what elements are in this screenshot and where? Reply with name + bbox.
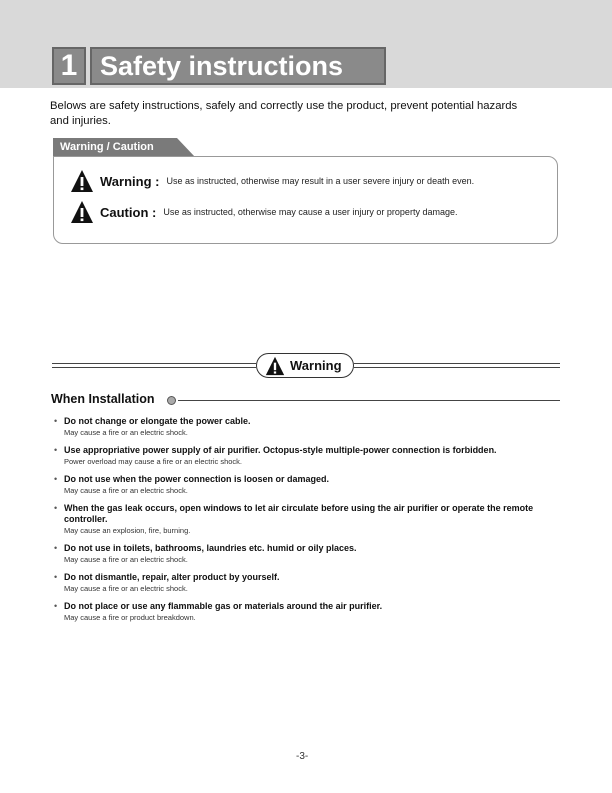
bullet-icon: •	[54, 601, 58, 611]
item-heading: Do not change or elongate the power cable.	[64, 416, 251, 426]
warning-description: Use as instructed, otherwise may result in a user severe injury or death even.	[166, 176, 475, 186]
warning-label: Warning :	[100, 173, 160, 189]
intro-text: Belows are safety instructions, safely and correctly use the product, prevent potential hazards and injuries.	[50, 100, 518, 127]
list-item	[52, 543, 562, 565]
item-heading: Do not dismantle, repair, alter product by yourself.	[64, 572, 280, 582]
warning-badge-label: Warning	[290, 358, 342, 373]
bullet-icon: •	[54, 572, 58, 582]
item-detail: May cause a fire or an electric shock.	[64, 584, 188, 593]
list-item	[52, 474, 562, 496]
divider-line-right-top	[354, 363, 560, 364]
section-title: When Installation	[51, 392, 155, 406]
section-number: 1	[52, 47, 86, 85]
bullet-icon: •	[54, 503, 58, 513]
section-dot-icon	[167, 396, 176, 405]
divider-line-left-top	[52, 363, 256, 364]
item-heading: When the gas leak occurs, open windows to let air circulate before using the air purifier or operate the remote controller.	[64, 503, 534, 524]
warning-caution-tab	[53, 138, 195, 157]
warning-triangle-icon	[70, 169, 94, 193]
bullet-icon: •	[54, 416, 58, 426]
item-detail: May cause a fire or an electric shock.	[64, 555, 188, 564]
caution-row	[70, 199, 457, 225]
item-detail: May cause an explosion, fire, burning.	[64, 526, 191, 535]
warning-badge-icon	[265, 356, 285, 376]
bullet-icon: •	[54, 543, 58, 553]
item-detail: May cause a fire or an electric shock.	[64, 428, 188, 437]
page-number: -3-	[296, 751, 309, 762]
caution-triangle-icon	[70, 200, 94, 224]
warning-caution-tab-label: Warning / Caution	[60, 141, 154, 153]
item-detail: Power overload may cause a fire or an electric shock.	[64, 457, 242, 466]
item-heading: Do not use when the power connection is loosen or damaged.	[64, 474, 330, 484]
list-item	[52, 503, 562, 536]
bullet-icon: •	[54, 445, 58, 455]
warning-badge	[256, 353, 354, 378]
list-item	[52, 572, 562, 594]
item-detail: May cause a fire or product breakdown.	[64, 613, 196, 622]
item-heading: Use appropriative power supply of air purifier. Octopus-style multiple-power connection is forbidden.	[64, 445, 497, 455]
page-title: Safety instructions	[90, 47, 386, 85]
caution-description: Use as instructed, otherwise may cause a user injury or property damage.	[163, 207, 458, 217]
caution-label: Caution :	[100, 204, 157, 220]
bullet-icon: •	[54, 474, 58, 484]
warning-row	[70, 168, 474, 194]
list-item	[52, 416, 562, 438]
item-heading: Do not use in toilets, bathrooms, laundries etc. humid or oily places.	[64, 543, 357, 553]
instruction-list	[52, 416, 562, 630]
divider-line-right-bottom	[354, 367, 560, 368]
section-line	[178, 400, 560, 401]
list-item	[52, 601, 562, 623]
item-detail: May cause a fire or an electric shock.	[64, 486, 188, 495]
item-heading: Do not place or use any flammable gas or materials around the air purifier.	[64, 601, 383, 611]
list-item	[52, 445, 562, 467]
divider-line-left-bottom	[52, 367, 256, 368]
